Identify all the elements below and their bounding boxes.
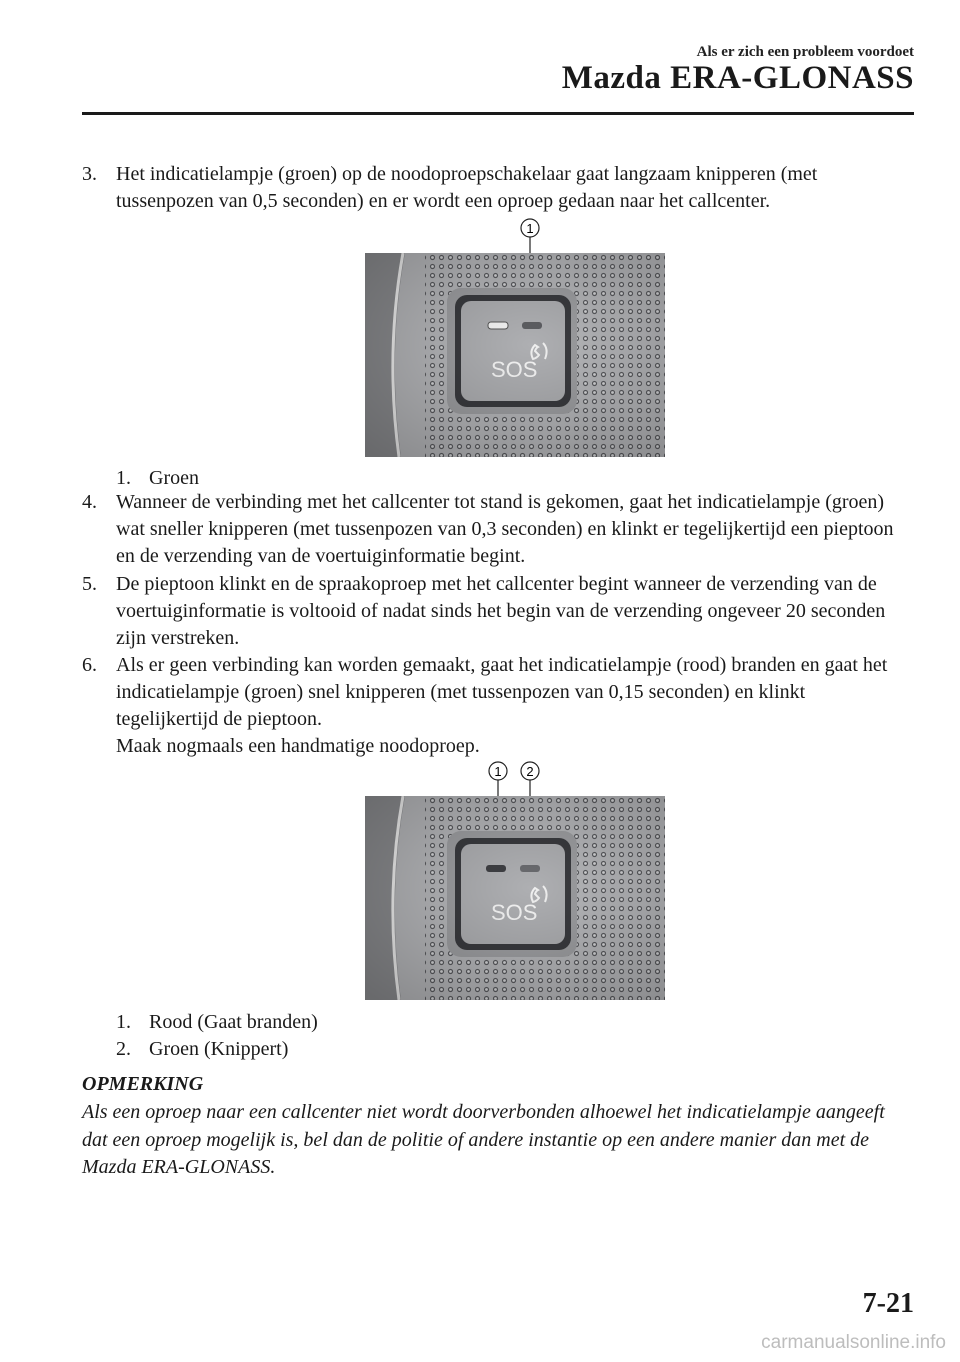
caption-number: 1.: [116, 467, 131, 489]
figure2-caption-1: [116, 1009, 318, 1036]
step-text: De pieptoon klinkt en de spraakoproep met het callcenter begint wanneer de verzending van de voertuiginformatie is voltooid of nadat sinds het begin van de verzending ongeveer 20 seconden zijn verstreken.: [116, 573, 886, 649]
figure2-caption-2: [116, 1036, 288, 1063]
caption-text: Rood (Gaat branden): [149, 1011, 318, 1033]
step-number: 6.: [82, 654, 97, 676]
sos-switch-image-green: [365, 253, 665, 457]
header-divider: [82, 112, 914, 115]
note-heading: OPMERKING: [82, 1073, 204, 1095]
page-title: Mazda ERA-GLONASS: [561, 60, 914, 96]
callout-number: 2: [526, 764, 534, 779]
watermark: carmanualsonline.info: [761, 1332, 946, 1353]
caption-number: 1.: [116, 1011, 131, 1033]
caption-number: 2.: [116, 1038, 131, 1060]
step-number: 5.: [82, 573, 97, 595]
figure1-caption: [116, 465, 199, 492]
step-5: [82, 571, 912, 652]
step-extra-text: Maak nogmaals een handmatige noodoproep.: [116, 735, 480, 757]
step-text: Als er geen verbinding kan worden gemaakt, gaat het indicatielampje (rood) branden en gaat het indicatielampje (groen) snel knipperen (met tussenpozen van 0,15 seconden) en klinkt tegelijkertijd de pieptoon.: [116, 654, 888, 730]
step-number: 3.: [82, 163, 97, 185]
step-number: 4.: [82, 491, 97, 513]
step-4: [82, 489, 912, 570]
step-text: Het indicatielampje (groen) op de noodoproepschakelaar gaat langzaam knipperen (met tussenpozen van 0,5 seconden) en er wordt een oproep gedaan naar het callcenter.: [116, 163, 818, 212]
caption-text: Groen (Knippert): [149, 1038, 289, 1060]
step-text: Wanneer de verbinding met het callcenter tot stand is gekomen, gaat het indicatielampje (groen) wat sneller knipperen (met tussenpozen van 0,3 seconden) en klinkt er tegelijkertijd een pieptoon en de verzending van de voertuiginformatie begint.: [116, 491, 894, 567]
page-number: 7-21: [862, 1288, 914, 1319]
caption-text: Groen: [149, 467, 199, 489]
callout-number: 1: [526, 221, 534, 236]
section-heading: Als er zich een probleem voordoet: [696, 44, 914, 60]
note-text: Als een oproep naar een callcenter niet wordt doorverbonden alhoewel het indicatielampje aangeeft dat een oproep mogelijk is, bel dan de politie of andere instantie op een andere manier dan met de Mazda ERA-GLONASS.: [82, 1101, 885, 1178]
callout-number: 1: [494, 764, 502, 779]
step-3: [82, 161, 912, 215]
step-6: [82, 652, 912, 760]
sos-switch-image-red-green: [365, 796, 665, 1000]
